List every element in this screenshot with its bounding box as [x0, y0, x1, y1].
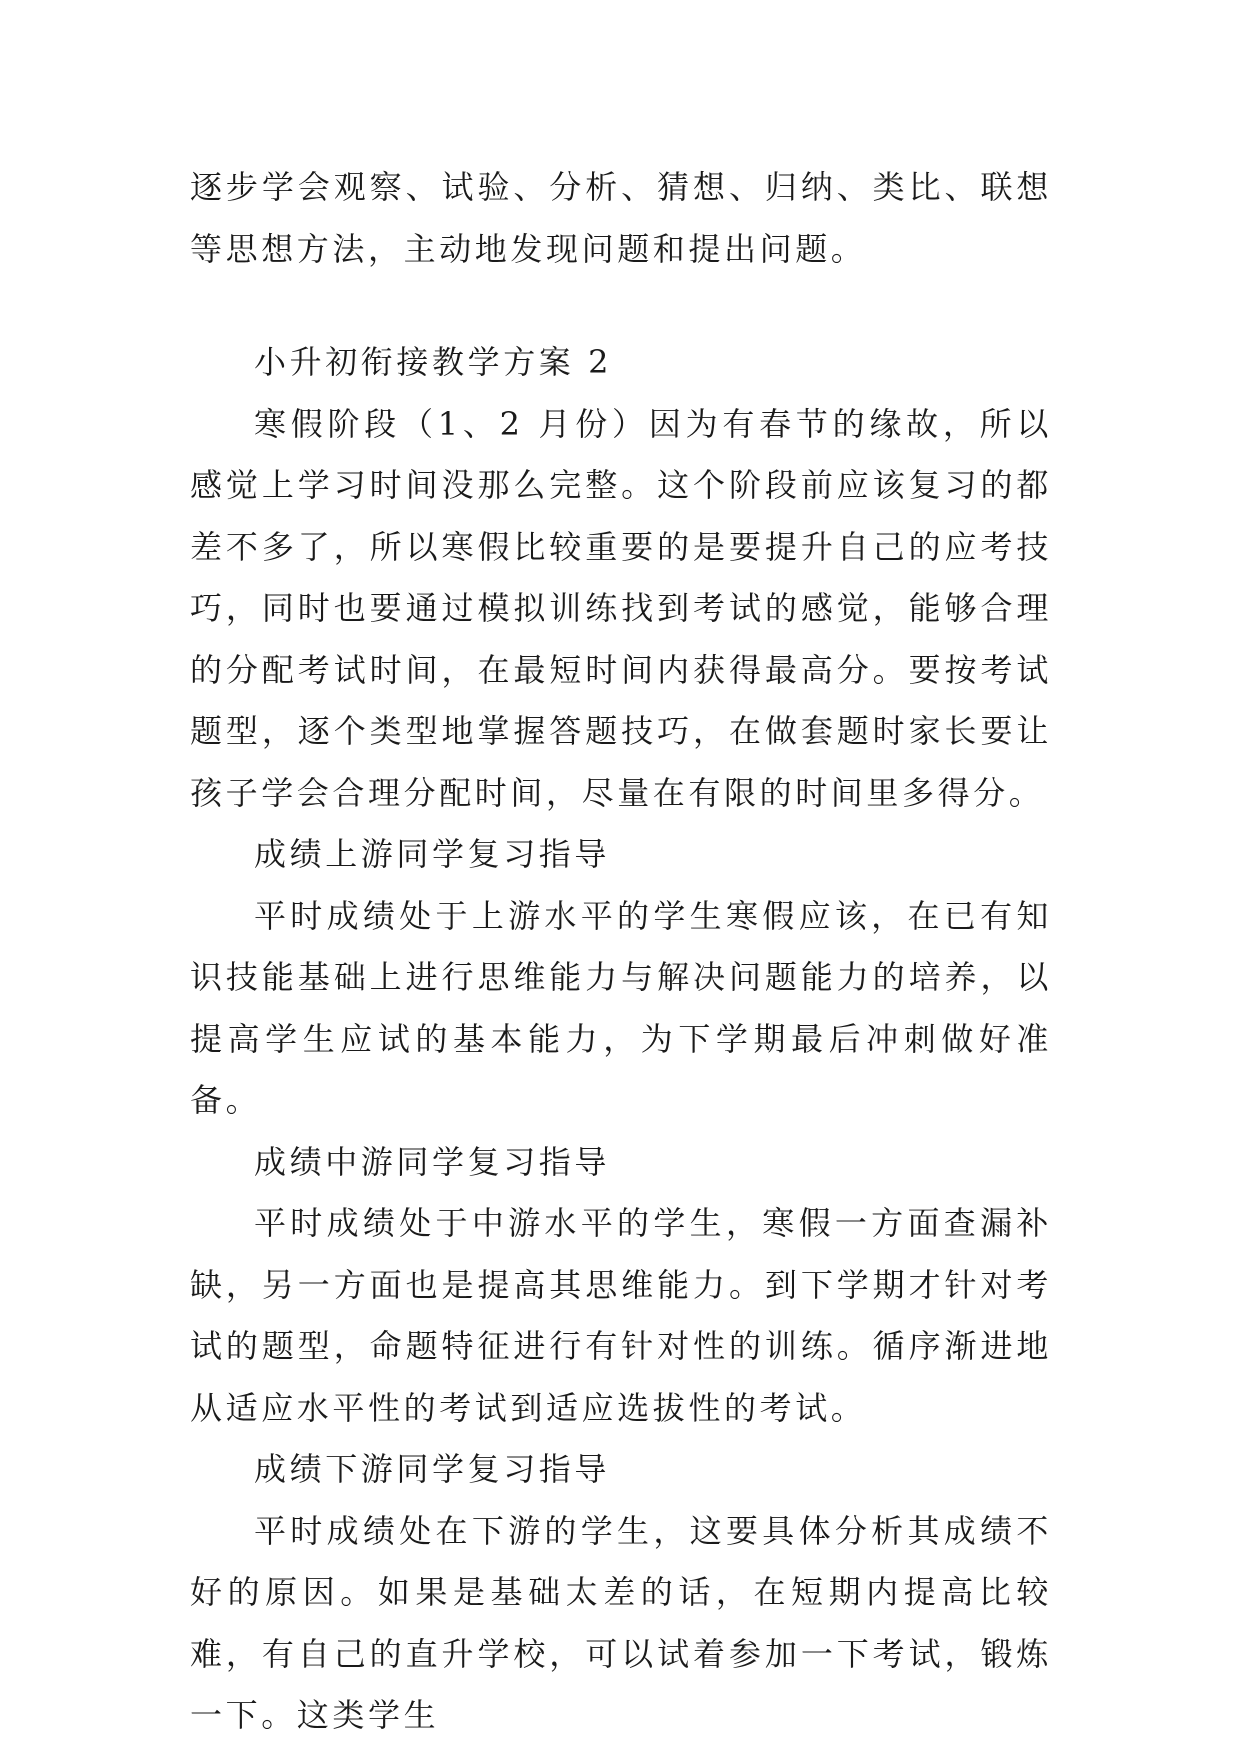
heading-lower-students: 成绩下游同学复习指导	[254, 1450, 611, 1488]
paragraph-intro-continuation: 逐步学会观察、试验、分析、猜想、归纳、类比、联想等思想方法，主动地发现问题和提出问题。	[190, 168, 1052, 268]
paragraph-gap	[190, 280, 1052, 332]
section-title-plan-2: 小升初衔接教学方案 2	[254, 343, 613, 381]
document-body	[190, 157, 1052, 1747]
paragraph-upper-students: 平时成绩处于上游水平的学生寒假应该，在已有知识技能基础上进行思维能力与解决问题能力的培养，以提高学生应试的基本能力，为下学期最后冲刺做好准备。	[190, 896, 1052, 1119]
paragraph-winter-break: 寒假阶段（1、2 月份）因为有春节的缘故，所以感觉上学习时间没那么完整。这个阶段前应该复习的都差不多了，所以寒假比较重要的是要提升自己的应考技巧，同时也要通过模拟训练找到考试的感觉，能够合理的分配考试时间，在最短时间内获得最高分。要按考试题型，逐个类型地掌握答题技巧，在做套题时家长要让孩子学会合理分配时间，尽量在有限的时间里多得分。	[190, 404, 1052, 812]
heading-upper-students: 成绩上游同学复习指导	[254, 835, 611, 873]
paragraph-middle-students: 平时成绩处于中游水平的学生，寒假一方面查漏补缺，另一方面也是提高其思维能力。到下学期才针对考试的题型，命题特征进行有针对性的训练。循序渐进地从适应水平性的考试到适应选拔性的考试。	[190, 1204, 1052, 1427]
paragraph-lower-students: 平时成绩处在下游的学生，这要具体分析其成绩不好的原因。如果是基础太差的话，在短期内提高比较难，有自己的直升学校，可以试着参加一下考试，锻炼一下。这类学生	[190, 1511, 1052, 1734]
heading-middle-students: 成绩中游同学复习指导	[254, 1142, 611, 1181]
